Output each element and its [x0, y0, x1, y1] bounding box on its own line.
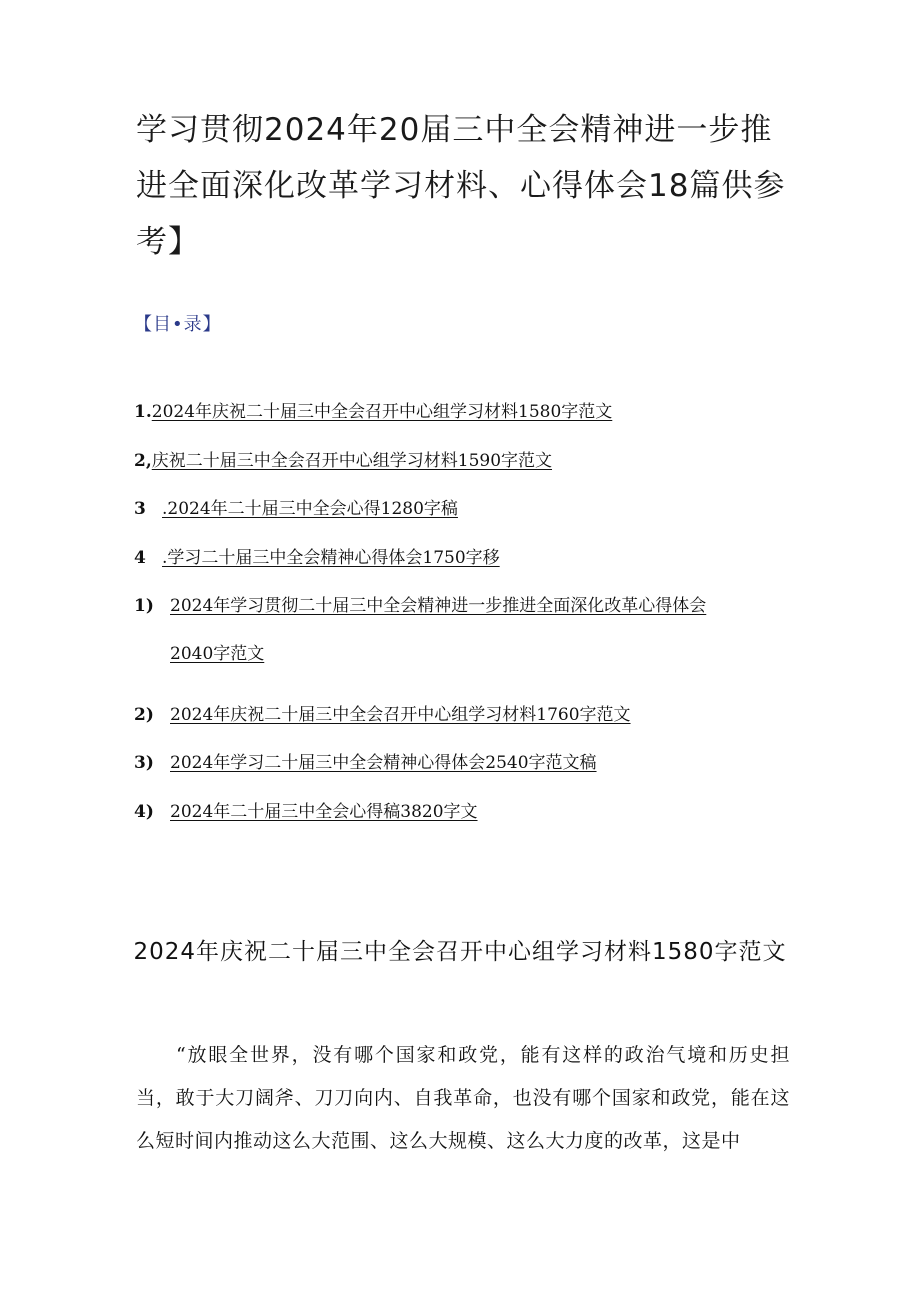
toc-item-number: 1. [134, 402, 152, 422]
section-body-paragraph: “放眼全世界，没有哪个国家和政党，能有这样的政治气境和历史担当，敢于大刀阔斧、刀刀向内、自我革命，也没有哪个国家和政党，能在这么短时间内推动这么大范围、这么大规模、这么大力度的改革，这是中 [136, 1044, 790, 1152]
toc-item-link[interactable]: 2024年庆祝二十届三中全会召开中心组学习材料1760字范文 [170, 704, 631, 725]
toc-item[interactable] [134, 449, 774, 473]
toc-item-link[interactable]: 2024年庆祝二十届三中全会召开中心组学习材料1580字范文 [151, 402, 613, 422]
toc-item[interactable] [134, 546, 774, 570]
toc-item[interactable] [134, 751, 774, 775]
toc-item[interactable] [134, 497, 774, 521]
document-title: 学习贯彻2024年20届三中全会精神进一步推进全面深化改革学习材料、心得体会18篇供参考】 [136, 112, 786, 260]
toc-item-number: 2) [134, 704, 154, 725]
toc-item[interactable] [134, 703, 774, 727]
toc-item-link[interactable]: 2024年二十届三中全会心得稿3820字文 [170, 801, 478, 822]
toc-item-number: 1) [134, 596, 154, 616]
toc-item[interactable] [134, 594, 774, 678]
toc-item-number: 4) [134, 801, 154, 822]
toc-item-number: 3) [134, 753, 154, 773]
toc-item-number: 2, [134, 450, 152, 471]
toc-item-link[interactable]: .学习二十届三中全会精神心得体会1750字移 [162, 547, 500, 568]
toc-item-number: 3 [134, 499, 146, 519]
section-title: 2024年庆祝二十届三中全会召开中心组学习材料1580字范文 [133, 939, 787, 965]
toc-item-number: 4 [134, 547, 146, 568]
toc-item-link[interactable]: 2024年学习二十届三中全会精神心得体会2540字范文稿 [170, 753, 597, 773]
toc-item-link[interactable]: .2024年二十届三中全会心得1280字稿 [162, 499, 458, 519]
toc-item[interactable] [134, 800, 774, 824]
toc-heading: 【目•录】 [134, 314, 222, 335]
table-of-contents [134, 400, 774, 848]
toc-item[interactable] [134, 400, 774, 424]
toc-item-link[interactable]: 2024年学习贯彻二十届三中全会精神进一步推进全面深化改革心得体会2040字范文 [170, 596, 707, 664]
toc-item-link[interactable]: 庆祝二十届三中全会召开中心组学习材料1590字范文 [151, 450, 553, 471]
